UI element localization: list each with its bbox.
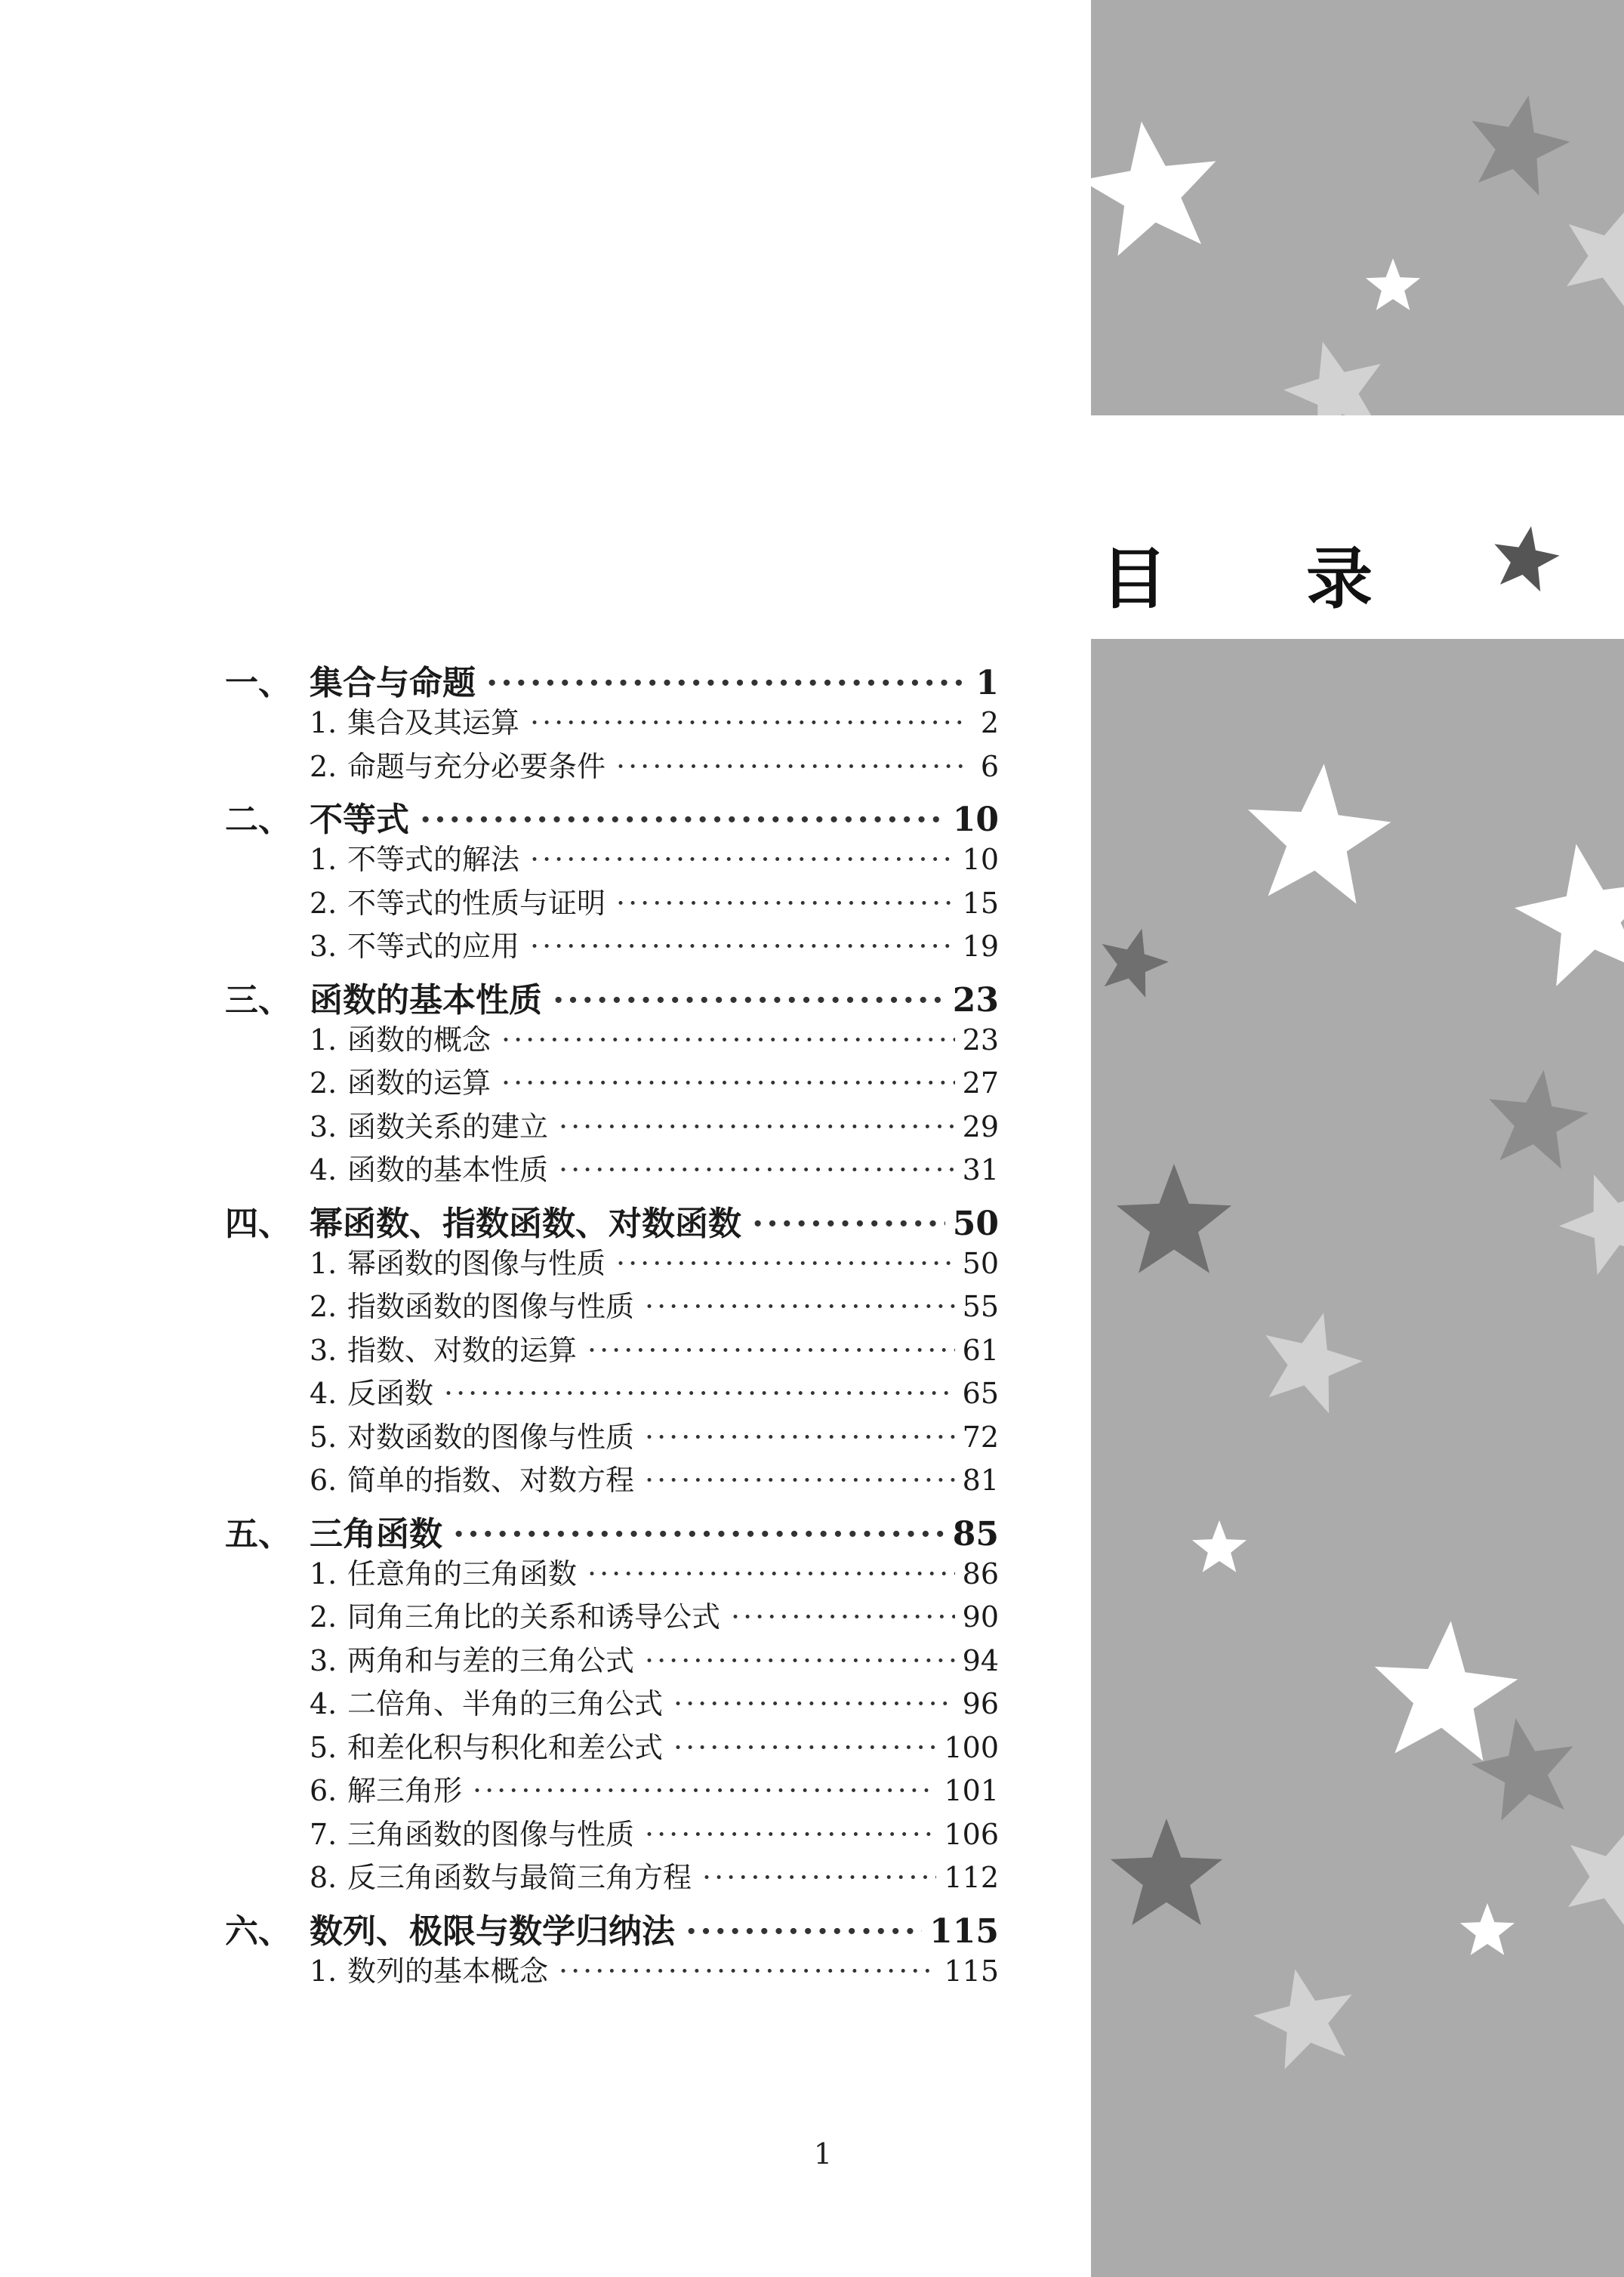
section-page: 61 — [962, 1333, 999, 1367]
leader-dots — [587, 1557, 955, 1591]
section-page: 115 — [944, 1954, 999, 1988]
leader-dots — [645, 1464, 955, 1497]
section-title: 指数函数的图像与性质 — [347, 1290, 635, 1323]
section-number: 1. — [310, 843, 337, 876]
section-page: 6 — [980, 749, 999, 783]
leader-dots — [420, 801, 945, 839]
leader-dots — [702, 1861, 936, 1894]
section-page: 23 — [962, 1023, 999, 1057]
leader-dots — [673, 1731, 936, 1764]
section-page: 55 — [962, 1290, 999, 1323]
toc-section-row — [225, 836, 999, 880]
section-page: 96 — [962, 1687, 999, 1720]
star-icon — [1471, 96, 1570, 196]
leader-dots — [559, 1110, 955, 1143]
section-title: 任意角的三角函数 — [347, 1557, 578, 1591]
chapter-page: 50 — [952, 1204, 999, 1243]
star-icon — [1366, 258, 1420, 310]
section-title: 不等式的解法 — [347, 843, 520, 876]
leader-dots — [673, 1687, 955, 1720]
star-icon — [1375, 1621, 1518, 1760]
section-title: 三角函数的图像与性质 — [347, 1817, 635, 1851]
leader-dots — [501, 1023, 955, 1057]
section-page: 29 — [962, 1109, 999, 1143]
chapter-number: 一、 — [225, 664, 291, 702]
section-page: 50 — [962, 1246, 999, 1280]
leader-dots — [486, 664, 968, 702]
toc-section-row — [225, 1146, 999, 1190]
toc-section-row — [225, 880, 999, 924]
toc-section-row — [225, 1327, 999, 1371]
section-page: 72 — [962, 1420, 999, 1454]
title-char-right: 录 — [1305, 539, 1373, 618]
decorative-panel-top — [1091, 0, 1624, 415]
section-page: 101 — [944, 1774, 999, 1807]
section-page: 2 — [980, 706, 999, 739]
toc-section-row — [225, 1550, 999, 1594]
chapter-number: 三、 — [225, 980, 291, 1020]
section-title: 不等式的性质与证明 — [347, 886, 606, 920]
toc-section-row — [225, 1811, 999, 1855]
section-page: 106 — [944, 1817, 999, 1851]
section-number: 3. — [310, 930, 337, 963]
chapter-page: 115 — [929, 1911, 999, 1951]
section-page: 31 — [962, 1153, 999, 1186]
section-title: 和差化积与积化和差公式 — [347, 1730, 664, 1764]
section-number: 4. — [310, 1153, 337, 1186]
leader-dots — [530, 843, 955, 876]
leader-dots — [444, 1377, 955, 1410]
toc-section-row — [225, 1414, 999, 1458]
chapter-page: 85 — [952, 1514, 999, 1553]
star-icon — [1117, 1164, 1231, 1273]
star-icon — [1265, 1313, 1363, 1413]
toc-section-row — [225, 743, 999, 787]
section-number: 4. — [310, 1377, 337, 1410]
section-title: 数列的基本概念 — [347, 1954, 549, 1988]
section-number: 1. — [310, 1557, 337, 1591]
toc-chapter-row — [225, 1507, 999, 1553]
decorative-panel-bottom — [1091, 639, 1624, 2277]
star-icon — [1559, 1174, 1624, 1275]
star-icon — [1111, 1819, 1222, 1925]
section-title: 集合及其运算 — [347, 706, 520, 739]
chapter-page: 23 — [952, 980, 999, 1020]
section-title: 简单的指数、对数方程 — [347, 1464, 635, 1497]
leader-dots — [645, 1818, 936, 1851]
star-icon — [1253, 1970, 1351, 2069]
section-title: 解三角形 — [347, 1774, 463, 1807]
section-title: 函数的基本性质 — [347, 1153, 549, 1186]
chapter-title: 不等式 — [310, 801, 409, 839]
star-icon — [1568, 1828, 1624, 1928]
toc-section-row — [225, 1767, 999, 1811]
star-icon — [1192, 1520, 1247, 1572]
section-title: 不等式的应用 — [347, 930, 520, 963]
section-page: 81 — [962, 1464, 999, 1497]
toc-chapter-row — [225, 1904, 999, 1951]
chapter-title: 集合与命题 — [310, 664, 476, 702]
chapter-page: 1 — [975, 664, 999, 702]
star-icon — [1471, 1718, 1573, 1821]
toc-section-row — [225, 923, 999, 967]
section-number: 1. — [310, 706, 337, 739]
section-number: 3. — [310, 1643, 337, 1677]
leader-dots — [473, 1774, 936, 1807]
section-number: 1. — [310, 1246, 337, 1280]
toc-section-row — [225, 1457, 999, 1501]
section-page: 90 — [962, 1600, 999, 1634]
table-of-contents — [225, 656, 999, 1991]
toc-chapter-row — [225, 1196, 999, 1243]
chapter-page: 10 — [952, 801, 999, 839]
leader-dots — [587, 1334, 955, 1367]
leader-dots — [559, 1955, 936, 1988]
section-page: 86 — [962, 1557, 999, 1591]
star-icon — [1460, 1903, 1515, 1955]
section-page: 112 — [944, 1861, 999, 1894]
leader-dots — [530, 930, 955, 963]
chapter-number: 六、 — [225, 1911, 291, 1951]
star-icon — [1515, 844, 1624, 986]
toc-section-row — [225, 1240, 999, 1284]
section-title: 同角三角比的关系和诱导公式 — [347, 1600, 721, 1634]
section-number: 2. — [310, 886, 337, 920]
star-icon — [1283, 341, 1381, 415]
toc-section-row — [225, 1283, 999, 1327]
toc-chapter-row — [225, 656, 999, 702]
section-title: 反函数 — [347, 1377, 434, 1410]
leader-dots — [645, 1421, 955, 1454]
section-title: 二倍角、半角的三角公式 — [347, 1687, 664, 1720]
star-icon — [1489, 1070, 1589, 1169]
leader-dots — [752, 1205, 945, 1243]
section-number: 1. — [310, 1954, 337, 1988]
chapter-number: 二、 — [225, 801, 291, 839]
star-icon — [1567, 207, 1624, 307]
toc-section-row — [225, 1017, 999, 1060]
toc-section-row — [225, 699, 999, 743]
section-title: 两角和与差的三角公式 — [347, 1643, 635, 1677]
section-page: 10 — [962, 843, 999, 876]
section-number: 3. — [310, 1109, 337, 1143]
leader-dots — [559, 1153, 955, 1186]
section-number: 3. — [310, 1333, 337, 1367]
toc-section-row — [225, 1948, 999, 1992]
leader-dots — [530, 706, 969, 739]
leader-dots — [731, 1600, 955, 1634]
section-number: 5. — [310, 1420, 337, 1454]
section-title: 幂函数的图像与性质 — [347, 1246, 606, 1280]
leader-dots — [453, 1515, 945, 1553]
star-icon — [1102, 929, 1169, 998]
section-number: 5. — [310, 1730, 337, 1764]
section-page: 19 — [962, 930, 999, 963]
chapter-number: 五、 — [225, 1514, 291, 1553]
section-number: 4. — [310, 1687, 337, 1720]
chapter-title: 函数的基本性质 — [310, 980, 542, 1020]
section-number: 2. — [310, 1600, 337, 1634]
section-number: 8. — [310, 1861, 337, 1894]
section-number: 1. — [310, 1023, 337, 1057]
leader-dots — [501, 1066, 955, 1100]
section-page: 27 — [962, 1066, 999, 1100]
section-page: 100 — [944, 1730, 999, 1764]
section-number: 2. — [310, 1290, 337, 1323]
star-icon — [1091, 122, 1216, 256]
section-title: 反三角函数与最简三角方程 — [347, 1861, 692, 1894]
section-number: 2. — [310, 1066, 337, 1100]
section-title: 函数的概念 — [347, 1023, 492, 1057]
section-title: 指数、对数的运算 — [347, 1333, 578, 1367]
toc-section-row — [225, 1854, 999, 1898]
section-title: 函数的运算 — [347, 1066, 492, 1100]
page-title — [1101, 529, 1373, 619]
section-page: 15 — [962, 886, 999, 920]
toc-section-row — [225, 1370, 999, 1414]
section-number: 7. — [310, 1817, 337, 1851]
chapter-number: 四、 — [225, 1204, 291, 1243]
toc-section-row — [225, 1637, 999, 1681]
leader-dots — [616, 750, 969, 783]
section-page: 65 — [962, 1377, 999, 1410]
chapter-title: 幂函数、指数函数、对数函数 — [310, 1204, 741, 1243]
leader-dots — [553, 981, 945, 1020]
leader-dots — [616, 887, 955, 920]
chapter-title: 三角函数 — [310, 1514, 442, 1553]
section-number: 6. — [310, 1464, 337, 1497]
section-number: 2. — [310, 749, 337, 783]
toc-section-row — [225, 1103, 999, 1147]
star-pattern-top — [1091, 0, 1624, 415]
chapter-title: 数列、极限与数学归纳法 — [310, 1911, 675, 1951]
title-char-left: 目 — [1101, 539, 1168, 618]
toc-chapter-row — [225, 973, 999, 1020]
page-number: 1 — [813, 2137, 833, 2171]
toc-section-row — [225, 1060, 999, 1103]
toc-section-row — [225, 1594, 999, 1637]
section-title: 命题与充分必要条件 — [347, 749, 606, 783]
section-number: 6. — [310, 1774, 337, 1807]
leader-dots — [616, 1247, 955, 1280]
leader-dots — [645, 1644, 955, 1677]
leader-dots — [645, 1290, 955, 1323]
section-title: 函数关系的建立 — [347, 1109, 549, 1143]
leader-dots — [686, 1912, 922, 1951]
star-icon — [1487, 521, 1563, 597]
star-pattern-bottom — [1091, 639, 1624, 2277]
toc-chapter-row — [225, 792, 999, 839]
section-page: 94 — [962, 1643, 999, 1677]
toc-section-row — [225, 1724, 999, 1768]
star-icon — [1248, 764, 1391, 903]
section-title: 对数函数的图像与性质 — [347, 1420, 635, 1454]
toc-section-row — [225, 1680, 999, 1724]
